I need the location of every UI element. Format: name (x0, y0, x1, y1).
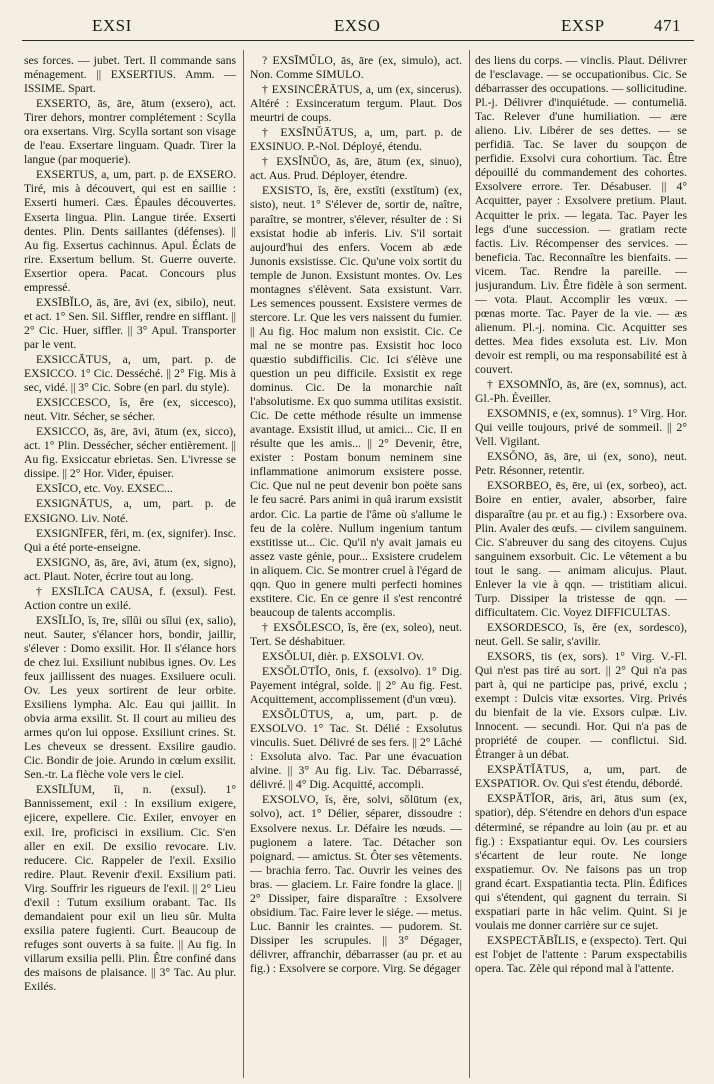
dictionary-entry: EXSPĂTĬOR, āris, āri, ātus sum (ex, spatior), dép. S'étendre en dehors d'un espace déterminé, se répandre au loin (au pr. et au fig.) : Exspatiantur equi. Ov. Les coursiers s'écartent de leur route. Ne longe exspatiemur. Ov. Ne faisons pas un trop grand écart. Exspatiantia tecta. Plin. Édifices qui s'étendent, qui gagnent du terrain. Si exspatiari parte in hâc velim. Quint. Si je voulais me donner carrière sur ce sujet. (475, 792, 687, 932)
dictionary-entry: † EXSINCĒRĀTUS, a, um (ex, sincerus). Altéré : Exsinceratum tergum. Plaut. Dos meurtri de coups. (250, 83, 462, 125)
dictionary-entry: EXSĪLĬUM, ĭi, n. (exsul). 1° Bannissement, exil : In exsilium exigere, ejicere, expellere. Cic. Exiler, envoyer en exil. Ire, proficisci in exsilium. Cic. S'en aller en exil. De exsilio revocare. Liv. reducere. Cic. Rappeler de l'exil. Exsilio redire. Plaut. Revenir d'exil. Exsilium pati. Virg. Souffrir les rigueurs de l'exil. || 2° Lieu d'exil : Tutum exsilium orabant. Tac. Ils demandaient pour exil un lieu sûr. Multa exsilia patere fugienti. Curt. Beaucoup de refuges sont ouverts à sa fuite. || Au fig. In villarum exsilia pelli. Plin. Être confiné dans des maisons de plaisance. || 3° Tac. Au plur. Exilés. (24, 783, 236, 994)
dictionary-entry: EXSĪCO, etc. Voy. EXSEC... (36, 482, 173, 496)
dictionary-entry: EXSORBEO, ēs, ēre, ui (ex, sorbeo), act. Boire en entier, avaler, absorber, faire disparaître (au pr. et au fig.) : Exsorbere ova. Plin. Avaler des œufs. — civilem sanguinem. Cic. S'abreuver du sang des citoyens. Cujus sanguinem exsorbuit. Cic. Le vêtement a bu tout le sang. — animam alicujus. Plaut. Enlever la vie à qqn. — tristitiam alicui. Turp. Dissiper la tristesse de qqn. — difficultatem. Cic. Voyez DIFFICULTAS. (475, 479, 687, 619)
dictionary-entry: EXSISTO, ĭs, ĕre, exstĭti (exstĭtum) (ex, sisto), neut. 1° S'élever de, sortir de, naître, paraître, se montrer, s'élever, résulter de : Si exsistat hodie ab inferis. Liv. S'il sortait aujourd'hui des enfers. Vocem ab æde Junonis exsistisse. Cic. Qu'une voix sortit du temple de Junon. Exsistunt montes. Ov. Les montagnes s'élèvent. Sata exsistunt. Varr. Les semences poussent. Exsistere vermes de stercore. Lr. Que les vers naissent du fumier. || Au fig. Hoc malum non exsistit. Cic. Ce mal ne se montre pas. Exsistit hoc loco quæstio subdifficilis. Cic. Ici s'élève une question un peu difficile. Exsistit ex rege dominus. Cic. De la monarchie naît l'absolutisme. Ex quo summa utilitas exsistit. Cic. De cette méthode résulte un immense avantage. Exsistit illud, ut amici... Cic. Il en résulte que les amis... || 2° Devenir, être, exister : Postam bonum neminem sine inflammatione animorum exsistere posse. Cic. Que nul ne peut devenir bon poëte sans le feu sacré. Pars animi in quâ irarum exsistit ardor. Cic. La partie de l'âme où s'allume le feu de la colère. Nullum ingenium tantum exstitisse ut... Cic. Qu'il n'y avait jamais eu assez vaste génie, pour... Exsistere crudelem in aliquem. Cic. Se montrer cruel à l'égard de qqn. Quo in genere multi perfecti homines exstitere. Cic. En ce genre il s'est rencontré beaucoup de talents accomplis. (250, 184, 462, 619)
dictionary-entry: EXSĬLĬO, ĭs, īre, sĭlŭi ou sĭlui (ex, salio), neut. Sauter, s'élancer hors, bondir, jaillir, s'élever : Domo exsilit. Hor. Il s'élance hors de chez lui. Exsiliunt nubibus ignes. Ov. Les feux jaillissent des nuages. Exsiluere oculi. Ov. Les yeux sortirent de leur orbite. Exsiliens lympha. Alc. Eau qui jaillit. In obvia arma exsilit. St. Il court au milieu des armes qu'on lui oppose. Exsiliunt crines. St. Les cheveux se dressent. Exsilire gaudio. Cic. Bondir de joie. Arundo in cœlum exsilit. Sen.-tr. La flèche vole vers le ciel. (24, 613, 236, 782)
dictionary-entry: EXSPECTĀBĬLIS, e (exspecto). Tert. Qui est l'objet de l'attente : Parum exspectabilis opera. Tac. Zèle qui répond mal à l'attente. (475, 933, 687, 975)
dictionary-entry: EXSIGNO, ās, āre, āvi, ātum (ex, signo), act. Plaut. Noter, écrire tout au long. (24, 555, 236, 583)
dictionary-entry: † EXSŎLESCO, ĭs, ĕre (ex, soleo), neut. Tert. Se déshabituer. (250, 620, 462, 648)
dictionary-entry: EXSICCĀTUS, a, um, part. p. de EXSICCO. 1° Cic. Desséché. || 2° Fig. Mis à sec, vidé. || 3° Cic. Sobre (en parl. du style). (24, 352, 236, 395)
dictionary-entry: ses forces. — jubet. Tert. Il commande sans ménagement. || EXSERTIUS. Amm. — ISSIME. Spart. (24, 54, 236, 96)
dictionary-entry: EXSICCESCO, ĭs, ĕre (ex, siccesco), neut. Vitr. Sécher, se sécher. (24, 396, 236, 424)
column-left (24, 54, 236, 1078)
dictionary-entry: EXSŎNO, ās, āre, ui (ex, sono), neut. Petr. Résonner, retentir. (475, 450, 687, 478)
dictionary-entry: EXSŎLUI, dièr. p. EXSOLVI. Ov. (262, 649, 425, 663)
dictionary-entry: EXSOLVO, ĭs, ĕre, solvi, sŏlūtum (ex, solvo), act. 1° Délier, séparer, dissoudre : Exsolvere nexus. Lr. Défaire les nœuds. — pugionem a latere. Tac. Détacher son poignard. — amictus. St. Ôter ses vêtements. — brachia ferro. Tac. Ouvrir les veines des bras. — glaciem. Lr. Faire fondre la glace. || 2° Dissiper, faire disparaître : Exsolvere obsidium. Tac. Faire lever le siége. — metus. Luc. Bannir les craintes. — pudorem. St. Dissiper les scrupules. || 3° Dégager, délivrer, affranchir, débarrasser (au pr. et au fig.) : Exsolvere se corpore. Virg. Se dégager (250, 793, 462, 975)
dictionary-entry: des liens du corps. — vinclis. Plaut. Délivrer de l'esclavage. — se occupationibus. Cic. Se débarrasser des occupations. — sollicitudine. Pl.-j. Délivrer d'inquiétude. — contumeliā. Tac. Relever d'une humiliation. — ære alieno. Liv. Libérer de ses dettes. — se perfidiā. Tac. Se laver du soupçon de perfidie. Exsolvi cura cohortium. Tac. Être dépouillé du commandement des cohortes. Exsolvere errore. Ter. Désabuser. || 4° Acquitter, payer : Exsolvere pretium. Plaut. Acquitter le prix. — legata. Tac. Payer les legs d'une succession. — gratiam recte factis. Liv. Récompenser des services. — beneficia. Tac. Reconnaître les bienfaits. — vicem. Tac. Rendre la pareille. — jusjurandum. Liv. Être fidèle à son serment. — vota. Plaut. Accomplir les vœux. — pœnas morte. Tac. Payer de la vie. — æs alienum. Pl.-j. nomina. Cic. Acquitter ses dettes. Mea fides exsoluta est. Liv. Mon devoir est rempli, ou ma responsabilité est à couvert. (475, 54, 687, 377)
dictionary-entry: EXSORDESCO, ĭs, ĕre (ex, sordesco), neut. Gell. Se salir, s'avilir. (475, 620, 687, 648)
dictionary-entry: EXSORS, tis (ex, sors). 1° Virg. V.-Fl. Qui n'est pas tiré au sort. || 2° Qui n'a pas part à, qui ne participe pas, privé, exclu ; exempt : Dulcis vitæ exsortes. Virg. Privés du bienfait de la vie. Exsors culpæ. Liv. Innocent. — secundi. Hor. Qui n'a pas de propriété de couper. — conflictui. Sid. Étranger à un débat. (475, 649, 687, 762)
page-header (0, 0, 714, 34)
dictionary-entry: EXSIGNĀTUS, a, um, part. p. de EXSIGNO. Liv. Noté. (24, 497, 236, 525)
dictionary-entry: † EXSĬNŬO, ās, āre, ātum (ex, sinuo), act. Aus. Prud. Déployer, étendre. (250, 155, 462, 183)
header-center-guideword: EXSO (334, 16, 381, 35)
dictionary-entry: EXSERTO, ās, āre, ātum (exsero), act. Tirer dehors, montrer complétement : Scylla ora exsertans. Virg. Scylla sortant son visage de l'eau. Exsertare linguam. Quadr. Tirer la langue (par moquerie). (24, 97, 236, 167)
header-left-guideword: EXSI (92, 16, 132, 35)
dictionary-entry: EXSOMNIS, e (ex, somnus). 1° Virg. Hor. Qui veille toujours, privé de sommeil. || 2° Vell. Vigilant. (475, 407, 687, 449)
dictionary-entry: EXSŎLŪTĬO, ōnis, f. (exsolvo). 1° Dig. Payement intégral, solde. || 2° Au fig. Fest. Acquittement, accomplissement (d'un vœu). (250, 665, 462, 707)
header-rule (22, 40, 694, 41)
page-number: 471 (654, 16, 681, 35)
dictionary-entry: EXSPĂTĬĀTUS, a, um, part. de EXSPATIOR. Ov. Qui s'est étendu, débordé. (475, 763, 687, 791)
header-right-guideword: EXSP (561, 16, 605, 35)
column-right (475, 54, 687, 1078)
dictionary-entry: EXSERTUS, a, um, part. p. de EXSERO. Tiré, mis à découvert, qui est en saillie : Exserti humeri. Cæs. Épaules découvertes. Exserta lingua. Plin. Langue tirée. Exserti dentes. Plin. Dents saillantes (défenses). || Au fig. Exsertus cachinnus. Apul. Éclats de rire. Exsertum bellum. St. Guerre ouverte. Exsertior opera. Pacat. Concours plus empressé. (24, 168, 236, 294)
dictionary-entry: EXSIGNĪFER, fĕri, m. (ex, signifer). Insc. Qui a été porte-enseigne. (24, 526, 236, 554)
column-divider-1 (243, 50, 244, 1078)
dictionary-entry: † EXSĬNŬĀTUS, a, um, part. p. de EXSINUO. P.-Nol. Déployé, étendu. (250, 126, 462, 154)
dictionary-entry: EXSĪBĬLO, ās, āre, āvi (ex, sibilo), neut. et act. 1° Sen. Sil. Siffler, rendre en sifflant. || 2° Cic. Huer, siffler. || 3° Apul. Transporter par le vent. (24, 295, 236, 351)
dictionary-entry: EXSICCO, ās, āre, āvi, ātum (ex, sicco), act. 1° Plin. Dessécher, sécher entièrement. || Au fig. Exsiccatur ebrietas. Sen. L'ivresse se dissipe. || 2° Hor. Vider, épuiser. (24, 425, 236, 481)
column-middle (250, 54, 462, 1078)
dictionary-entry: EXSŎLŪTUS, a, um, part. p. de EXSOLVO. 1° Tac. St. Délié : Exsolutus vinculis. Suet. Délivré de ses fers. || 2° Lâché : Exsoluta alvo. Tac. Par une évacuation alvine. || 3° Au fig. Liv. Tac. Débarrassé, délivré. || 4° Dig. Acquitté, accompli. (250, 708, 462, 792)
dictionary-entry: † EXSOMNĬO, ās, āre (ex, somnus), act. Gl.-Ph. Éveiller. (475, 378, 687, 406)
dictionary-entry: ? EXSĪMŬLO, ās, āre (ex, simulo), act. Non. Comme SIMULO. (250, 54, 462, 82)
column-divider-2 (469, 50, 470, 1078)
dictionary-entry: † EXSĪLĪCA CAUSA, f. (exsul). Fest. Action contre un exilé. (24, 584, 236, 612)
